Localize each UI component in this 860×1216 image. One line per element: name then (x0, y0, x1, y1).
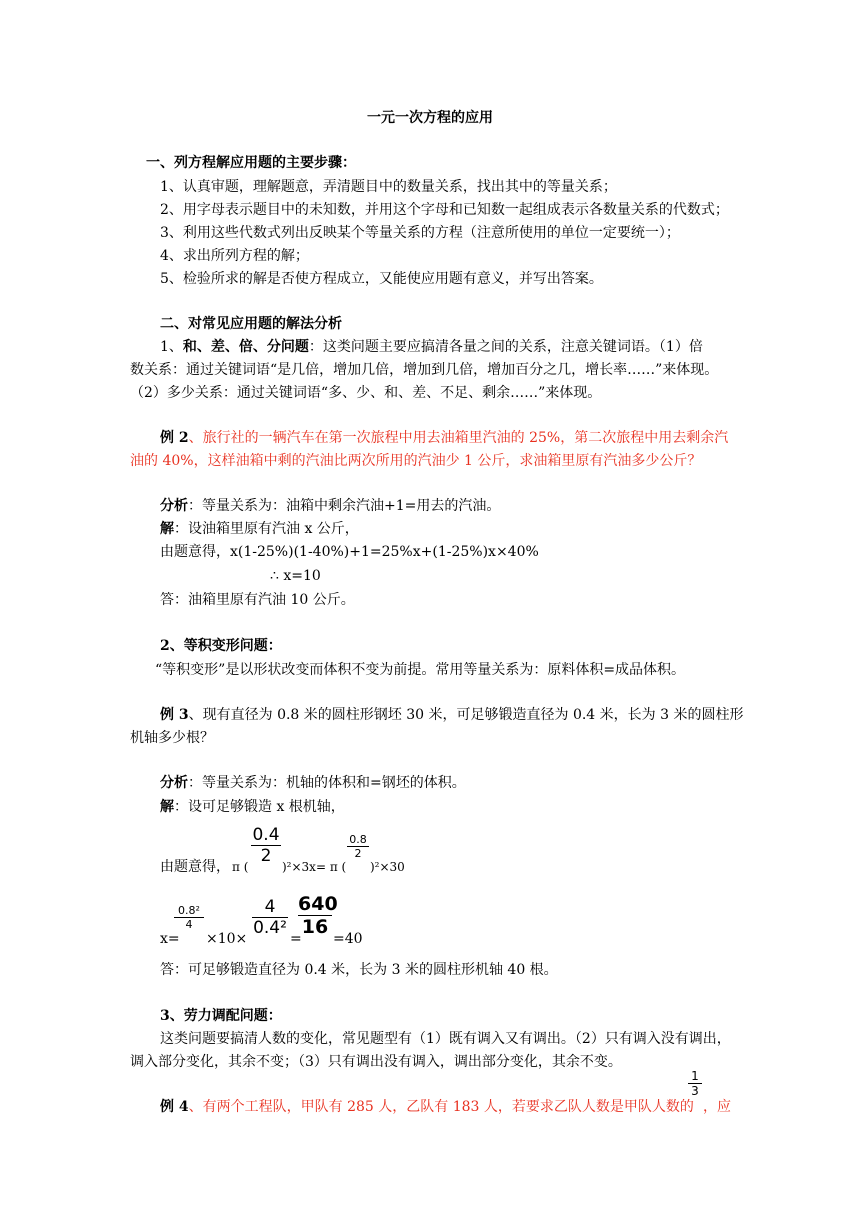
step-1: 1、认真审题，理解题意，弄清题目中的数量关系，找出其中的等量关系； (160, 179, 617, 195)
solution-label: 解 (160, 521, 174, 537)
eq2-frac3-num: 640 (298, 893, 338, 915)
example-2-equation: 由题意得，x(1-25%)(1-40%)+1=25%x+(1-25%)x×40% (160, 544, 539, 560)
eq2-fraction-3 (298, 893, 338, 938)
analysis-text: ：等量关系为：机轴的体积和=钢坯的体积。 (188, 775, 466, 791)
solution-text: ：设可足够锻造 x 根机轴， (174, 799, 345, 815)
eq2-frac2-den: 0.4² (253, 918, 287, 938)
eq1-frac1-den: 2 (260, 846, 272, 866)
eq1-frac2-num: 0.8 (349, 833, 367, 846)
eq2-prefix: x= (160, 931, 180, 947)
eq2-mid: ×10× (206, 931, 248, 947)
topic-1-intro: ：这类问题主要应搞清各量之间的关系，注意关键词语。（1）倍 (308, 339, 703, 355)
topic-2-text: “等积变形”是以形状改变而体积不变为前提。常用等量关系为：原料体积=成品体积。 (155, 662, 686, 678)
example-2-line-1 (160, 428, 728, 448)
page-title: 一元一次方程的应用 (367, 110, 493, 126)
example-3-line-2: 机轴多少根？ (130, 730, 214, 746)
example-3-solution (160, 797, 345, 817)
eq2-frac3-den: 16 (301, 916, 329, 938)
topic-3-heading: 3、劳力调配问题： (160, 1008, 282, 1024)
example-3-answer: 答：可足够锻造直径为 0.4 米，长为 3 米的圆柱形机轴 40 根。 (160, 962, 558, 978)
eq1-pi-open-1: π ( (232, 860, 249, 874)
analysis-label: 分析 (160, 775, 188, 791)
step-3: 3、利用这些代数式列出反映某个等量关系的方程（注意所使用的单位一定要统一）； (160, 225, 680, 241)
topic-1-line-3: （2）多少关系：通过关键词语“多、少、和、差、不足、剩余……”来体现。 (130, 385, 602, 401)
step-2: 2、用字母表示题目中的未知数，并用这个字母和已知数一起组成表示各数量关系的代数式； (160, 202, 729, 218)
topic-2-heading: 2、等积变形问题： (160, 638, 282, 654)
eq1-mid: )²×3x= π ( (282, 860, 347, 874)
eq2-frac2-num: 4 (264, 897, 276, 917)
example-4-frac-num: 1 (691, 1069, 699, 1083)
example-2-analysis (160, 496, 500, 516)
eq2-fraction-1 (174, 904, 204, 931)
eq1-frac2-den: 2 (354, 847, 362, 860)
solution-label: 解 (160, 799, 174, 815)
eq2-tail: =40 (333, 931, 363, 947)
example-4-frac-den: 3 (691, 1084, 699, 1098)
example-3-line-1 (160, 705, 743, 725)
step-5: 5、检验所求的解是否使方程成立，又能使应用题有意义，并写出答案。 (160, 271, 603, 287)
example-3-analysis (160, 773, 466, 793)
example-2-line-2: 油的 40%，这样油箱中剩的汽油比两次所用的汽油少 1 公斤，求油箱里原有汽油多少公斤？ (130, 453, 702, 469)
example-4-tail: ，应 (703, 1099, 731, 1115)
example-4-label: 例 4 (160, 1099, 189, 1115)
example-2-answer: 答：油箱里原有汽油 10 公斤。 (160, 592, 355, 608)
eq1-frac1-num: 0.4 (252, 825, 280, 845)
eq2-fraction-2 (252, 897, 288, 938)
example-3-text-1: 、现有直径为 0.8 米的圆柱形钢坯 30 米，可足够锻造直径为 0.4 米，长为 3 米的圆柱形 (188, 707, 744, 723)
eq2-frac1-num: 0.8² (178, 904, 200, 917)
topic-1-line-2: 数关系：通过关键词语“是几倍，增加几倍，增加到几倍，增加百分之几，增长率……”来体现。 (130, 362, 719, 378)
section-1-heading: 一、列方程解应用题的主要步骤： (146, 155, 356, 171)
eq2-equals: = (290, 931, 302, 947)
eq1-fraction-2 (347, 833, 369, 860)
step-4: 4、求出所列方程的解； (160, 248, 309, 264)
example-2-text-1: 、旅行社的一辆汽车在第一次旅程中用去油箱里汽油的 25%，第二次旅程中用去剩余汽 (188, 430, 729, 446)
topic-3-line-2: 调入部分变化，其余不变；（3）只有调出没有调入，调出部分变化，其余不变。 (130, 1054, 622, 1070)
topic-1-line-1 (160, 337, 703, 357)
example-2-solution (160, 519, 359, 539)
topic-3-line-1: 这类问题要搞清人数的变化，常见题型有（1）既有调入又有调出。（2）只有调入没有调出， (160, 1031, 731, 1047)
eq1-prefix: 由题意得， (160, 859, 230, 875)
solution-text: ：设油箱里原有汽油 x 公斤， (174, 521, 359, 537)
example-4-line-1 (160, 1097, 694, 1117)
example-4-fraction (688, 1069, 702, 1098)
eq2-frac1-den: 4 (185, 918, 193, 931)
analysis-label: 分析 (160, 498, 188, 514)
example-2-result: ∴ x=10 (270, 568, 321, 584)
example-2-label: 例 2 (160, 430, 189, 446)
analysis-text: ：等量关系为：油箱中剩余汽油+1=用去的汽油。 (188, 498, 501, 514)
eq1-fraction-1 (251, 825, 281, 866)
topic-1-title: 和、差、倍、分问题 (182, 339, 309, 355)
example-4-text: 、有两个工程队，甲队有 285 人，乙队有 183 人，若要求乙队人数是甲队人数的 (188, 1099, 694, 1115)
topic-1-number: 1、 (160, 339, 183, 355)
section-2-heading: 二、对常见应用题的解法分析 (160, 316, 342, 332)
example-3-label: 例 3 (160, 707, 189, 723)
eq1-tail: )²×30 (370, 860, 405, 874)
